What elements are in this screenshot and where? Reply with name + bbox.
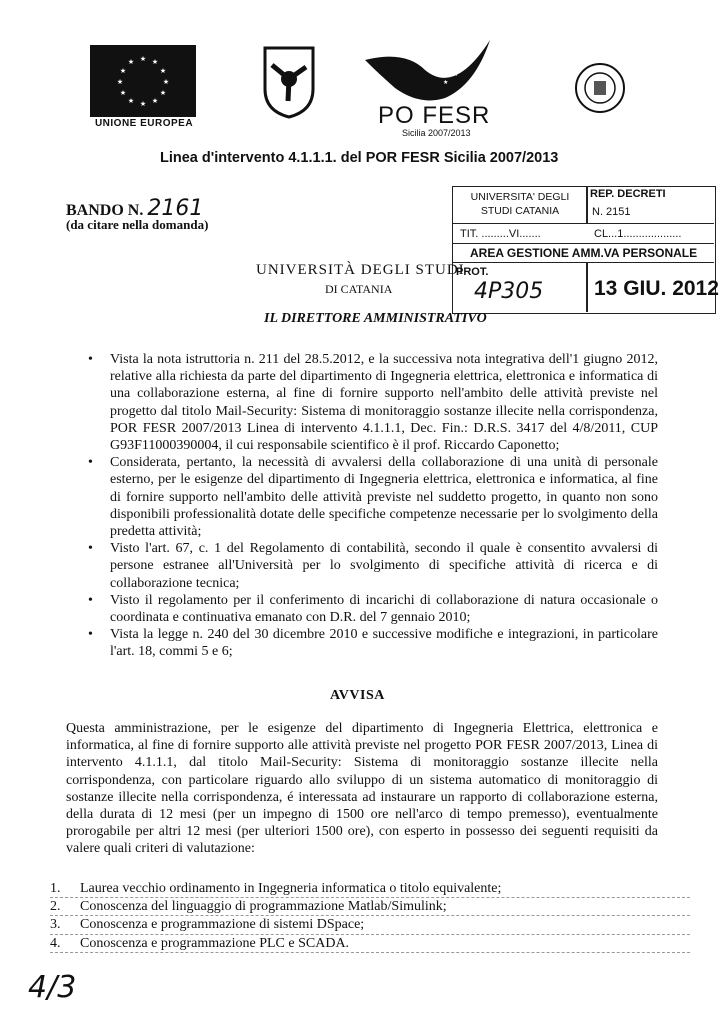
bando-note: (da citare nella domanda)	[66, 217, 209, 232]
list-item: • Vista la nota istruttoria n. 211 del 28.5.2012, e la successiva nota integrativa dell'1 giugno 2012, relative alla richiesta da parte del dipartimento di Ingegneria elettrica, elettronica e informatica di una collaborazione esterna, al fine di fornire supporto nell'ambito delle attività previste nel progetto dal titolo Mail-Security: Sistema di monitoraggio sostanze illecite nella corrispondenza, POR FESR 2007/2013 Linea di intervento 4.1.1.1, Dec. Fin.: D.R.S. 3417 del 4/8/2011, CUP G93F11000390004, il cui responsabile scientifico è il prof. Riccardo Caponetto;	[88, 351, 658, 454]
list-item	[50, 898, 690, 916]
university-name: UNIVERSITÀ DEGLI STUDI	[256, 262, 465, 278]
requirement-number: 4.	[50, 935, 61, 951]
handwritten-page-mark: 4/3	[28, 970, 77, 1005]
list-item: • Visto l'art. 67, c. 1 del Regolamento di contabilità, secondo il quale è consentito avvalersi di persone estranee all'Università per lo svolgimento di specifiche attività di ricerca e di collaborazione tecnica;	[88, 540, 658, 592]
avvisa-heading: AVVISA	[330, 688, 385, 703]
eu-caption: UNIONE EUROPEA	[94, 118, 194, 129]
svg-text:★: ★	[151, 58, 159, 66]
notice-paragraph: Questa amministrazione, per le esigenze del dipartimento di Ingegneria Elettrica, elettronica e informatica, al fine di fornire supporto alle attività previste nel progetto POR FESR 2007/2013, Linea di intervento 4.1.1.1, dal titolo Mail-Security: Sistema di monitoraggio sostanze illecite nella corrispondenza, con particolare riguardo allo sviluppo di un sistema automatico di monitoraggio di sostanze illecite nella corrispondenza, é interessata ad instaurare un rapporto di collaborazione esterna, della durata di 12 mesi (per un impegno di 1500 ore nell'arco di tempo premesso), eventualmente prorogabile per altri 12 mesi (per ulteriori 1500 ore), con esperto in possesso dei seguenti requisiti da valere quali criteri di valutazione:	[66, 721, 658, 857]
svg-text:★: ★	[453, 71, 459, 78]
requirement-number: 3.	[50, 917, 61, 933]
stamp-prot-number: 4P305	[474, 279, 544, 304]
requirement-text: Conoscenza e programmazione di sistemi DSpace;	[80, 917, 365, 933]
stamp-number: N. 2151	[592, 206, 631, 218]
list-item	[50, 935, 690, 953]
stamp-tit: TIT. .........VI.......	[460, 228, 541, 240]
svg-text:★: ★	[435, 69, 441, 76]
university-seal-logo	[574, 62, 626, 114]
stamp-date: 13 GIU. 2012	[594, 277, 719, 300]
list-item: • Vista la legge n. 240 del 30 dicembre 2010 e successive modifiche e integrazioni, in particolare l'art. 18, commi 5 e 6;	[88, 626, 658, 660]
stamp-divider	[452, 262, 714, 263]
svg-text:★: ★	[127, 58, 135, 66]
svg-text:★: ★	[443, 79, 449, 86]
requirement-number: 1.	[50, 881, 61, 896]
premises-list	[88, 351, 658, 661]
svg-text:★: ★	[151, 97, 159, 105]
requirement-text: Conoscenza del linguaggio di programmazione Matlab/Simulink;	[80, 899, 447, 915]
stamp-divider	[586, 262, 588, 312]
stamp-prot-label: PROT.	[456, 266, 489, 278]
bando-label: BANDO N.	[66, 202, 144, 219]
svg-text:★: ★	[116, 78, 124, 86]
svg-text:★: ★	[159, 89, 167, 97]
stamp-university: UNIVERSITA' DEGLI STUDI CATANIA	[470, 191, 570, 217]
stamp-rep-decreti: REP. DECRETI	[590, 188, 666, 200]
svg-text:★: ★	[119, 89, 127, 97]
svg-text:★: ★	[139, 55, 147, 63]
svg-text:★: ★	[159, 67, 167, 75]
sicily-emblem-logo	[262, 45, 316, 119]
requirements-list	[50, 880, 690, 953]
bando-handwritten-number: 2161	[147, 196, 204, 221]
svg-text:★: ★	[127, 97, 135, 105]
linea-intervento-heading: Linea d'intervento 4.1.1.1. del POR FESR Sicilia 2007/2013	[160, 150, 559, 166]
por-fesr-title: PO FESR	[378, 102, 491, 129]
por-fesr-subtitle: Sicilia 2007/2013	[402, 128, 471, 138]
svg-text:★: ★	[445, 63, 451, 70]
stamp-divider	[452, 243, 714, 244]
requirement-number: 2.	[50, 899, 61, 915]
list-item	[50, 880, 690, 898]
requirement-text: Laurea vecchio ordinamento in Ingegneria informatica o titolo equivalente;	[80, 881, 502, 896]
svg-text:★: ★	[139, 100, 147, 108]
list-item: • Considerata, pertanto, la necessità di avvalersi della collaborazione di una unità di personale esterno, per le esigenze del dipartimento di Ingegneria elettrica, elettronica e informatica, al fine di fornire supporto nell'ambito delle attività previste nel suddetto progetto, in quanto non sono disponibili professionalità dotate delle specifiche competenze necessarie per lo svolgimento della predetta attività;	[88, 454, 658, 540]
stamp-cl: CL...1...................	[594, 228, 682, 240]
list-item: • Visto il regolamento per il conferimento di incarichi di collaborazione di natura occasionale o coordinata e continuativa emanato con D.R. del 7 gennaio 2010;	[88, 592, 658, 626]
stamp-divider	[452, 223, 714, 224]
list-item	[50, 916, 690, 934]
university-city: DI CATANIA	[325, 282, 393, 296]
requirement-text: Conoscenza e programmazione PLC e SCADA.	[80, 935, 350, 951]
svg-text:★: ★	[119, 67, 127, 75]
eu-flag-logo	[90, 45, 196, 117]
svg-text:★: ★	[162, 78, 170, 86]
director-heading: IL DIRETTORE AMMINISTRATIVO	[264, 311, 487, 326]
stamp-divider	[586, 187, 588, 223]
stamp-area: AREA GESTIONE AMM.VA PERSONALE	[470, 246, 698, 260]
